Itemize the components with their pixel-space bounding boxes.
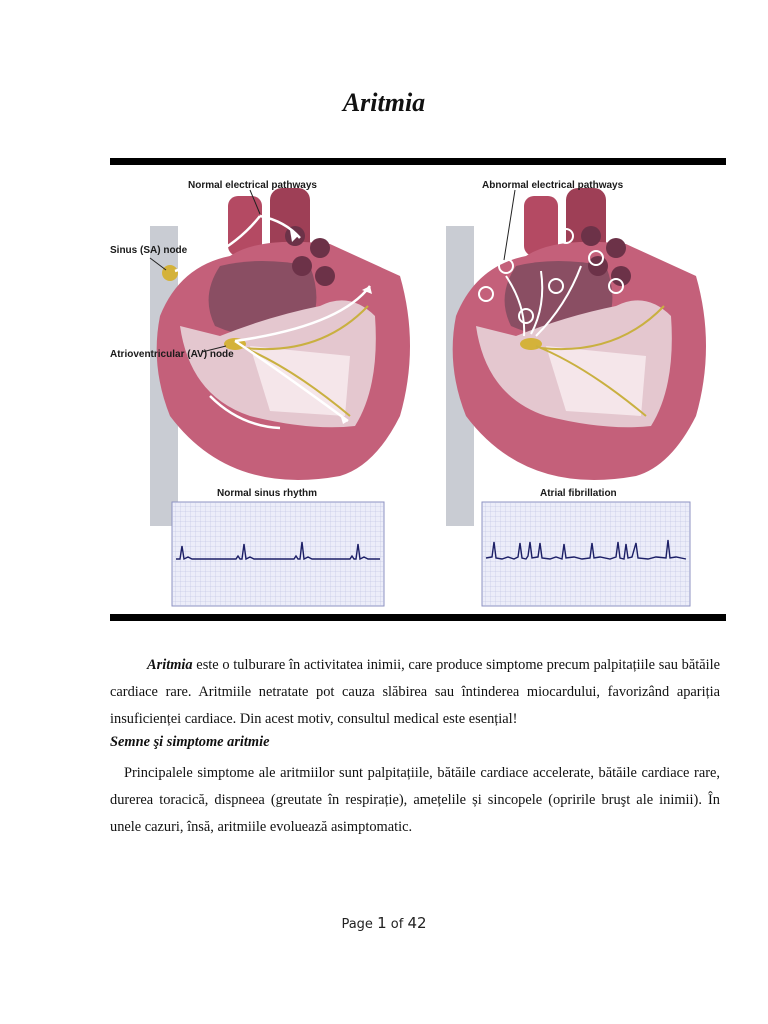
intro-paragraph: [110, 652, 720, 733]
afib-ecg-strip: [482, 502, 690, 606]
intro-paragraph-text: este o tulburare în activitatea inimii, care produce simptome precum palpitațiile sau bătăile cardiace rare. Aritmiile netratate pot cauza slăbirea sau întinderea miocardului, favorizând apariția insuficienței cardiace. Din acest motiv, consultul medical este esențial!: [110, 657, 720, 727]
page-counter-current: 1: [377, 914, 387, 932]
heart-arrhythmia-figure: [110, 166, 726, 614]
page-counter-total: 42: [407, 914, 427, 932]
document-title: Aritmia: [342, 88, 426, 117]
page-counter-of: of: [390, 917, 404, 932]
symptoms-paragraph: Principalele simptome ale aritmiilor sunt palpitațiile, bătăile cardiace accelerate, bătăile cardiace rare, durerea toracică, dispneea (greutate în respirație), amețelile și sincopele (opririle bruşt ale inimii). În unele cazuri, însă, aritmiile evoluează asimptomatic.: [110, 765, 720, 835]
figure-bottom-rule: [110, 614, 726, 621]
figure-top-rule: [110, 158, 726, 165]
atrial-fibrillation-label: Atrial fibrillation: [540, 488, 617, 499]
section-heading: Semne şi simptome aritmie: [110, 734, 270, 750]
normal-pathways-label: Normal electrical pathways: [188, 180, 317, 191]
sa-node-label: Sinus (SA) node: [110, 245, 188, 256]
term-aritmia: Aritmia: [147, 657, 193, 673]
abnormal-pathways-label: Abnormal electrical pathways: [482, 180, 624, 191]
av-node-label: Atrioventricular (AV) node: [110, 349, 234, 360]
page-counter-prefix: Page: [341, 917, 373, 932]
page-counter: [0, 914, 768, 932]
normal-ecg-strip: [172, 502, 384, 606]
normal-sinus-rhythm-label: Normal sinus rhythm: [217, 488, 318, 499]
